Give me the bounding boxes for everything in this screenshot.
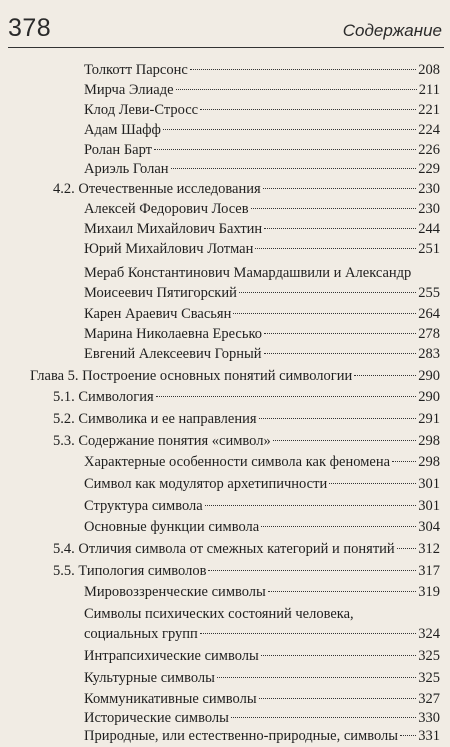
toc-entry-title: Интрапсихические символы — [84, 648, 259, 664]
toc-entry-title: 5.4. Отличия символа от смежных категорий и понятий — [53, 541, 395, 557]
dot-leader — [259, 418, 417, 419]
dot-leader — [329, 483, 416, 484]
toc-entry-title: Адам Шафф — [84, 122, 161, 138]
toc-entry-title: Глава 5. Построение основных понятий символогии — [30, 368, 353, 384]
dot-leader — [397, 548, 417, 549]
toc-entry-title: Марина Николаевна Ересько — [84, 326, 263, 342]
dot-leader — [217, 677, 416, 678]
toc-entry-page: 230 — [418, 201, 440, 217]
toc-entry-page: 301 — [418, 476, 440, 492]
toc-entry-page: 230 — [418, 181, 440, 197]
dot-leader — [233, 313, 416, 314]
dot-leader — [264, 353, 417, 354]
dot-leader — [273, 440, 417, 441]
toc-entry-page: 278 — [418, 326, 440, 342]
toc-entry-page: 291 — [418, 411, 440, 427]
toc-entry-page: 211 — [418, 82, 440, 98]
dot-leader — [255, 248, 416, 249]
dot-leader — [251, 208, 417, 209]
toc-entry-title: 5.3. Содержание понятия «символ» — [53, 433, 271, 449]
toc-entry-title: Структура символа — [84, 498, 203, 514]
toc-entry-title: Мировоззренческие символы — [84, 584, 266, 600]
dot-leader — [392, 461, 416, 462]
dot-leader — [176, 89, 417, 90]
toc-entry-title: 5.1. Симвология — [53, 389, 154, 405]
dot-leader — [205, 505, 417, 506]
toc-entry-title: Характерные особенности символа как феномена — [84, 454, 391, 470]
dot-leader — [261, 655, 416, 656]
toc-entry-page: 325 — [418, 648, 440, 664]
toc-entry-page: 298 — [418, 454, 440, 470]
toc-entry-title: 5.2. Символика и ее направления — [53, 411, 257, 427]
toc-entry-title: 4.2. Отечественные исследования — [53, 181, 261, 197]
dot-leader — [163, 129, 416, 130]
page-number: 378 — [8, 14, 52, 42]
dot-leader — [231, 717, 416, 718]
dot-leader — [154, 149, 416, 150]
dot-leader — [156, 396, 417, 397]
toc-entry-page: 255 — [418, 285, 440, 301]
toc-entry-title: Ариэль Голан — [84, 161, 169, 177]
dot-leader — [200, 109, 416, 110]
toc-entry-title: Юрий Михайлович Лотман — [84, 241, 254, 257]
toc-entry-page: 319 — [418, 584, 440, 600]
toc-entry-page: 221 — [418, 102, 440, 118]
dot-leader — [208, 570, 416, 571]
toc-entry-multiline — [84, 263, 440, 303]
toc-entry-title: Культурные символы — [84, 670, 215, 686]
dot-leader — [264, 228, 416, 229]
toc-entry-page: 224 — [418, 122, 440, 138]
toc-entry-page: 312 — [418, 541, 440, 557]
toc-entry-title: Клод Леви-Стросс — [84, 102, 199, 118]
dot-leader — [190, 69, 416, 70]
dot-leader — [261, 526, 416, 527]
toc-entry-title: Основные функции символа — [84, 519, 260, 535]
toc-entry-page: 298 — [418, 433, 440, 449]
toc-entry-title: Алексей Федорович Лосев — [84, 201, 249, 217]
dot-leader — [200, 633, 416, 634]
dot-leader — [239, 292, 416, 293]
toc-entry-page: 208 — [418, 62, 440, 78]
toc-entry-page: 251 — [418, 241, 440, 257]
toc-entry-page: 317 — [418, 563, 440, 579]
dot-leader — [263, 188, 417, 189]
toc-entry-title: Коммуникативные символы — [84, 691, 257, 707]
toc-entry-title: Природные, или естественно-природные, символы — [84, 728, 399, 744]
toc-entry-page: 330 — [418, 710, 440, 726]
toc-entry-multiline — [84, 604, 440, 644]
toc-entry-page: 324 — [418, 626, 440, 642]
toc-entry-title: Михаил Михайлович Бахтин — [84, 221, 263, 237]
toc-entry-title: Символ как модулятор архетипичности — [84, 476, 328, 492]
toc-entry-title: 5.5. Типология символов — [53, 563, 207, 579]
toc-entry-page: 327 — [418, 691, 440, 707]
toc-entry-title: Мирча Элиаде — [84, 82, 174, 98]
toc-entry-page: 290 — [418, 368, 440, 384]
dot-leader — [268, 591, 416, 592]
dot-leader — [400, 735, 416, 736]
toc-entry-title: Символы психических состояний человека, — [84, 606, 354, 622]
toc-entry-title: Евгений Алексеевич Горный — [84, 346, 262, 362]
dot-leader — [259, 698, 417, 699]
dot-leader — [171, 168, 417, 169]
toc-entry-page: 244 — [418, 221, 440, 237]
toc-entry-page: 264 — [418, 306, 440, 322]
toc-entry-page: 226 — [418, 142, 440, 158]
toc-entry-title: Толкотт Парсонс — [84, 62, 188, 78]
dot-leader — [354, 375, 416, 376]
toc-entry-page: 304 — [418, 519, 440, 535]
toc-entry-title-continued: Моисеевич Пятигорский — [84, 285, 237, 301]
dot-leader — [264, 333, 416, 334]
toc-entry-page: 301 — [418, 498, 440, 514]
running-head: Содержание — [342, 21, 442, 40]
toc-entry-page: 283 — [418, 346, 440, 362]
toc-entry-page: 229 — [418, 161, 440, 177]
toc-entry-title: Карен Араевич Свасьян — [84, 306, 232, 322]
toc-entry-title-continued: социальных групп — [84, 626, 198, 642]
toc-entry-title: Мераб Константинович Мамардашвили и Александр — [84, 265, 412, 281]
toc-entry-title: Исторические символы — [84, 710, 229, 726]
toc-entry-page: 331 — [418, 728, 440, 744]
toc-entry-page: 325 — [418, 670, 440, 686]
toc-entry-title: Ролан Барт — [84, 142, 152, 158]
toc-entry-page: 290 — [418, 389, 440, 405]
